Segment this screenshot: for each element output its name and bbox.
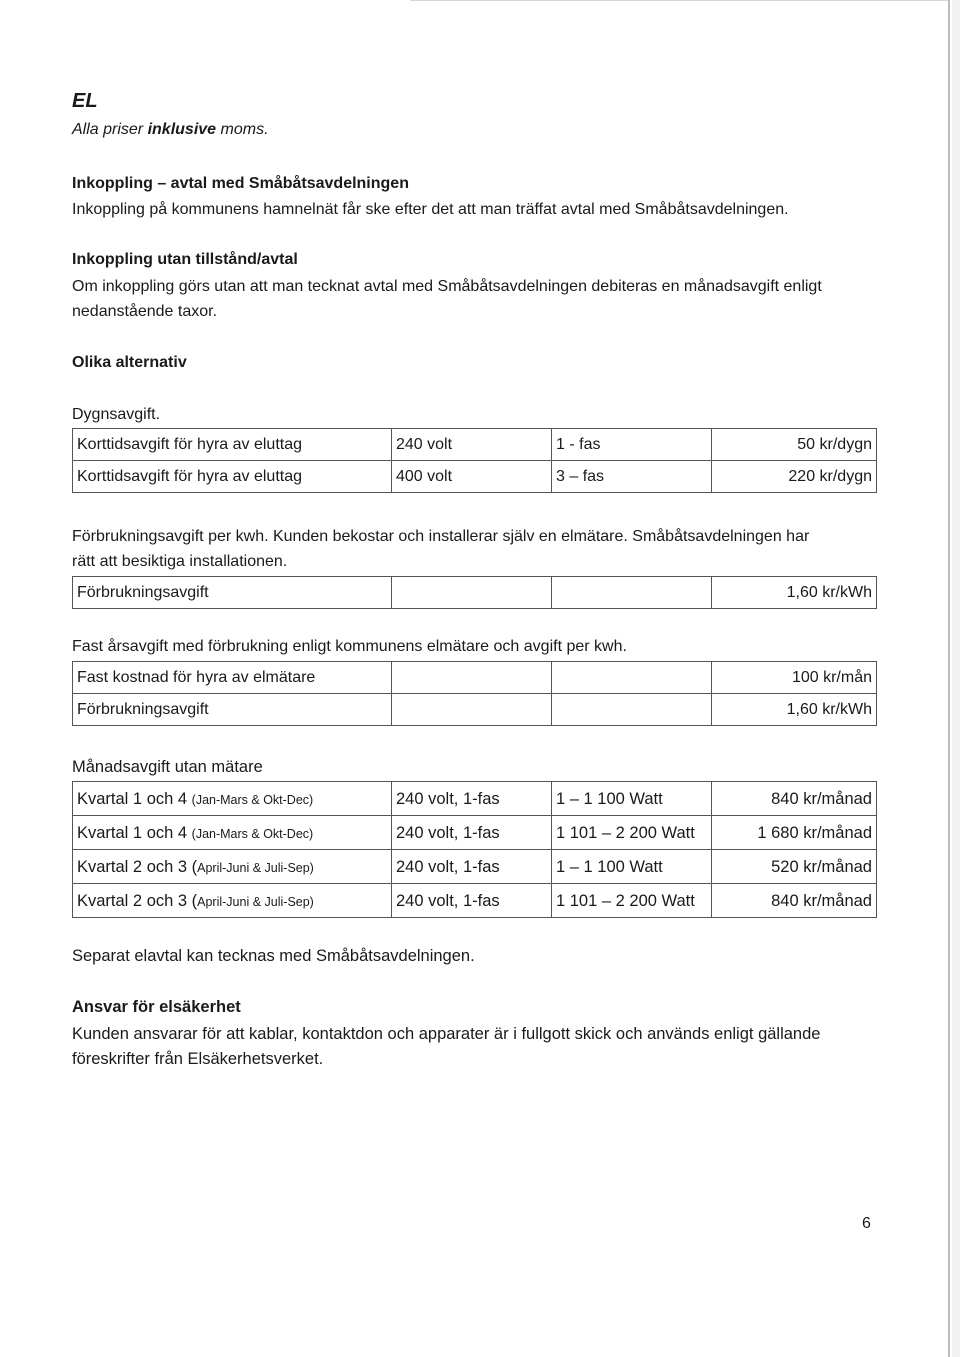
monthly-row-4-quarter: Kvartal 2 och 3 (	[77, 892, 198, 910]
monthly-row-2-price: 1 680 kr/månad	[712, 816, 877, 850]
table-row	[73, 429, 877, 461]
monthly-fee-label: Månadsavgift utan mätare	[72, 758, 263, 776]
table-row	[73, 816, 877, 850]
table-row	[73, 461, 877, 493]
annual-row-2-price: 1,60 kr/kWh	[712, 694, 877, 726]
monthly-row-2-quarter: Kvartal 1 och 4	[77, 824, 192, 842]
monthly-row-3-watt: 1 – 1 100 Watt	[552, 850, 712, 884]
annual-row-1-desc: Fast kostnad för hyra av elmätare	[73, 662, 392, 694]
annual-fee-text: Fast årsavgift med förbrukning enligt kommunens elmätare och avgift per kwh.	[72, 638, 627, 655]
monthly-row-4-volt: 240 volt, 1-fas	[392, 884, 552, 918]
annual-row-2-col3	[552, 694, 712, 726]
consumption-table	[72, 576, 877, 609]
annual-fee-table	[72, 661, 877, 726]
daily-fee-label: Dygnsavgift.	[72, 406, 161, 423]
connection-without-permit-text-line1: Om inkoppling görs utan att man tecknat avtal med Småbåtsavdelningen debiteras en månadsavgift enligt	[72, 278, 822, 295]
consumption-row-price: 1,60 kr/kWh	[712, 577, 877, 609]
monthly-row-1-quarter: Kvartal 1 och 4	[77, 790, 192, 808]
annual-row-1-col3	[552, 662, 712, 694]
table-row	[73, 782, 877, 816]
daily-row-2-phase: 3 – fas	[552, 461, 712, 493]
scan-page-margin	[952, 0, 960, 1357]
monthly-row-3-volt: 240 volt, 1-fas	[392, 850, 552, 884]
monthly-row-1-period: (Jan-Mars & Okt-Dec)	[191, 793, 314, 807]
scan-page-edge	[948, 0, 950, 1357]
daily-row-2-volt: 400 volt	[392, 461, 552, 493]
annual-row-1-col2	[392, 662, 552, 694]
alternatives-heading: Olika alternativ	[72, 354, 187, 371]
annual-row-1-price: 100 kr/mån	[712, 662, 877, 694]
daily-fee-table	[72, 428, 877, 493]
table-row	[73, 884, 877, 918]
monthly-row-4-period: April-Juni & Juli-Sep)	[197, 895, 314, 909]
monthly-row-1-volt: 240 volt, 1-fas	[392, 782, 552, 816]
consumption-row-col3	[552, 577, 712, 609]
table-row	[73, 694, 877, 726]
connection-agreement-text: Inkoppling på kommunens hamnelnät får ske efter det att man träffat avtal med Småbåtsavdelningen.	[72, 201, 789, 218]
monthly-fee-table	[72, 781, 877, 918]
monthly-row-2-desc	[73, 816, 392, 850]
vat-note	[72, 121, 269, 139]
monthly-row-3-quarter: Kvartal 2 och 3 (	[77, 858, 198, 876]
annual-row-2-desc: Förbrukningsavgift	[73, 694, 392, 726]
daily-row-1-desc: Korttidsavgift för hyra av eluttag	[73, 429, 392, 461]
monthly-row-4-desc	[73, 884, 392, 918]
electrical-safety-heading: Ansvar för elsäkerhet	[72, 998, 241, 1016]
scan-top-edge	[410, 0, 950, 1]
consumption-text-line2: rätt att besiktiga installationen.	[72, 553, 288, 570]
daily-row-2-price: 220 kr/dygn	[712, 461, 877, 493]
consumption-text-line1: Förbrukningsavgift per kwh. Kunden bekostar och installerar själv en elmätare. Småbåtsavdelningen har	[72, 528, 810, 545]
consumption-row-desc: Förbrukningsavgift	[73, 577, 392, 609]
table-row	[73, 577, 877, 609]
daily-row-1-phase: 1 - fas	[552, 429, 712, 461]
monthly-row-2-volt: 240 volt, 1-fas	[392, 816, 552, 850]
monthly-row-4-watt: 1 101 – 2 200 Watt	[552, 884, 712, 918]
separate-agreement-note: Separat elavtal kan tecknas med Småbåtsavdelningen.	[72, 947, 475, 965]
daily-row-1-volt: 240 volt	[392, 429, 552, 461]
monthly-row-1-watt: 1 – 1 100 Watt	[552, 782, 712, 816]
vat-note-bold: inklusive	[147, 121, 217, 138]
connection-without-permit-text-line2: nedanstående taxor.	[72, 303, 218, 320]
monthly-row-2-period: (Jan-Mars & Okt-Dec)	[191, 827, 314, 841]
monthly-row-3-desc	[73, 850, 392, 884]
section-heading-el: EL	[72, 90, 98, 112]
consumption-row-col2	[392, 577, 552, 609]
monthly-row-3-period: April-Juni & Juli-Sep)	[197, 861, 314, 875]
table-row	[73, 662, 877, 694]
connection-without-permit-heading: Inkoppling utan tillstånd/avtal	[72, 251, 298, 268]
table-row	[73, 850, 877, 884]
monthly-row-3-price: 520 kr/månad	[712, 850, 877, 884]
connection-agreement-heading: Inkoppling – avtal med Småbåtsavdelningen	[72, 175, 409, 192]
daily-row-2-desc: Korttidsavgift för hyra av eluttag	[73, 461, 392, 493]
monthly-row-4-price: 840 kr/månad	[712, 884, 877, 918]
monthly-row-1-price: 840 kr/månad	[712, 782, 877, 816]
daily-row-1-price: 50 kr/dygn	[712, 429, 877, 461]
vat-note-suffix: moms.	[216, 121, 269, 138]
monthly-row-2-watt: 1 101 – 2 200 Watt	[552, 816, 712, 850]
vat-note-prefix: Alla priser	[72, 121, 148, 138]
monthly-row-1-desc	[73, 782, 392, 816]
electrical-safety-text-line1: Kunden ansvarar för att kablar, kontaktdon och apparater är i fullgott skick och används enligt gällande	[72, 1025, 821, 1043]
annual-row-2-col2	[392, 694, 552, 726]
page-number: 6	[862, 1215, 871, 1232]
electrical-safety-text-line2: föreskrifter från Elsäkerhetsverket.	[72, 1050, 324, 1068]
